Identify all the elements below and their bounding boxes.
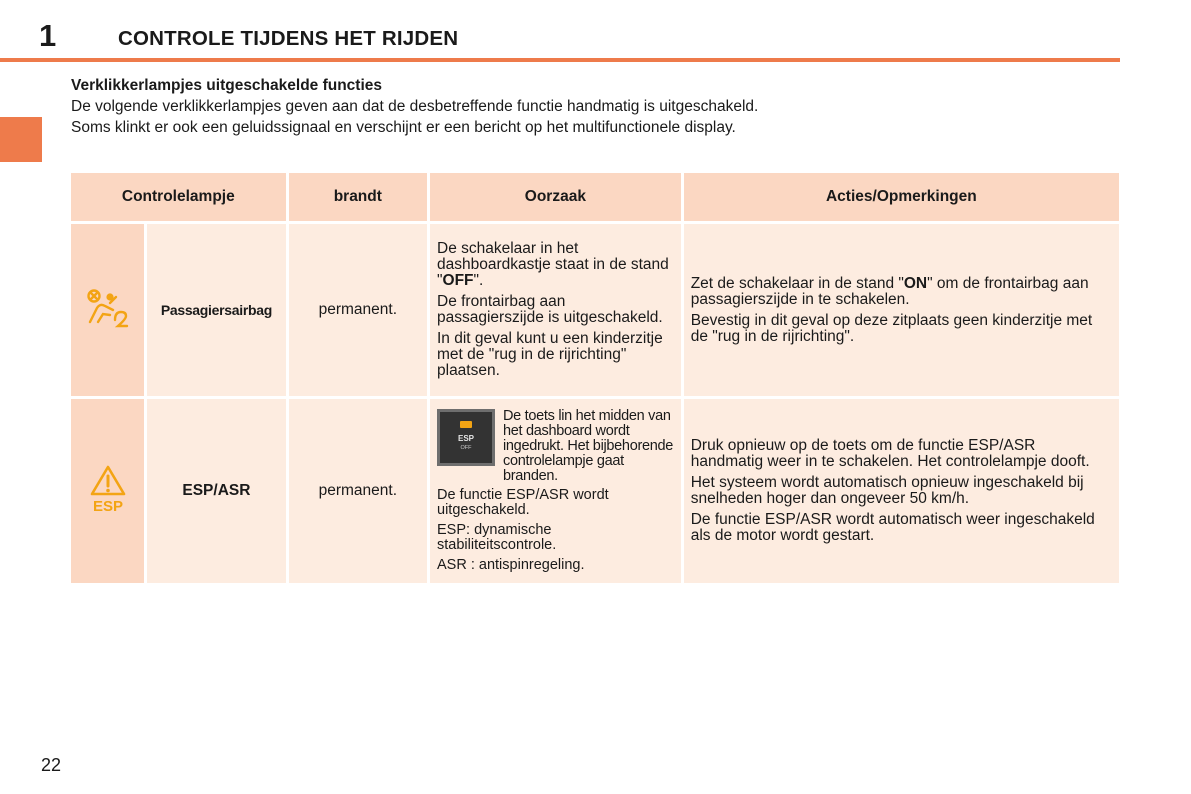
action-paragraph: Het systeem wordt automatisch opnieuw ingeschakeld bij snelheden hoger dan ongeveer 50 km/h. bbox=[690, 474, 1084, 507]
cause-text: De schakelaar in het dashboardkastje staat in de stand " bbox=[437, 240, 669, 289]
cause-paragraph: De toets lin het midden van het dashboard wordt ingedrukt. Het bijbehorende controlelampje gaat branden. bbox=[503, 408, 674, 484]
cause-paragraph bbox=[437, 241, 674, 289]
cause-paragraph: ASR : antispinregeling. bbox=[437, 557, 585, 573]
cause-paragraph: ESP: dynamische stabiliteitscontrole. bbox=[437, 522, 557, 553]
lamp-icon-cell bbox=[71, 224, 144, 396]
esp-button-row bbox=[437, 409, 674, 484]
lamp-state: permanent. bbox=[289, 224, 427, 396]
column-header-cause: Oorzaak bbox=[430, 173, 681, 221]
cause-paragraph: De functie ESP/ASR wordt uitgeschakeld. bbox=[437, 487, 609, 518]
chapter-number: 1 bbox=[39, 18, 57, 53]
intro-text-line-1: De volgende verklikkerlampjes geven aan dat de desbetreffende functie handmatig is uitgeschakeld. bbox=[71, 98, 759, 115]
column-header-lamp: Controlelampje bbox=[71, 173, 286, 221]
table-row bbox=[71, 399, 1119, 583]
chapter-side-tab bbox=[0, 117, 42, 162]
esp-warning-icon bbox=[88, 464, 128, 514]
lamp-name: Passagiersairbag bbox=[147, 224, 285, 396]
switch-on-label: ON bbox=[903, 274, 928, 292]
warning-lamp-table bbox=[68, 170, 1122, 586]
esp-button-off-label: OFF bbox=[460, 445, 472, 451]
action-paragraph: Bevestig in dit geval op deze zitplaats geen kinderzitje met de "rug in de rijrichting". bbox=[690, 311, 1093, 345]
esp-button-label: ESP bbox=[457, 434, 475, 443]
intro-text-line-2: Soms klinkt er ook een geluidssignaal en verschijnt er een bericht op het multifunctionele display. bbox=[71, 119, 736, 136]
esp-icon-label: ESP bbox=[92, 498, 123, 514]
lamp-icon-cell bbox=[71, 399, 144, 583]
section-heading: Verklikkerlampjes uitgeschakelde functies bbox=[71, 77, 383, 94]
actions-cell bbox=[684, 224, 1119, 396]
table-header-row bbox=[71, 173, 1119, 221]
page-number: 22 bbox=[41, 755, 62, 775]
cause-cell bbox=[430, 224, 681, 396]
table-row bbox=[71, 224, 1119, 396]
cause-paragraph: In dit geval kunt u een kinderzitje met de "rug in de rijrichting" plaatsen. bbox=[437, 330, 663, 379]
header-divider bbox=[0, 58, 1120, 62]
esp-off-button-icon bbox=[437, 409, 495, 466]
actions-cell bbox=[684, 399, 1119, 583]
column-header-actions: Acties/Opmerkingen bbox=[684, 173, 1119, 221]
cause-cell bbox=[430, 399, 681, 583]
action-paragraph: De functie ESP/ASR wordt automatisch weer ingeschakeld als de motor wordt gestart. bbox=[690, 511, 1095, 544]
passenger-airbag-off-icon bbox=[86, 288, 130, 328]
action-text: " om de frontairbag aan passagierszijde in te schakelen. bbox=[690, 274, 1089, 308]
switch-off-label: OFF bbox=[442, 272, 474, 289]
column-header-state: brandt bbox=[289, 173, 427, 221]
lamp-name: ESP/ASR bbox=[147, 399, 285, 583]
cause-text: ". bbox=[473, 272, 484, 289]
action-text: Zet de schakelaar in de stand " bbox=[690, 274, 904, 292]
cause-paragraph: De frontairbag aan passagierszijde is uitgeschakeld. bbox=[437, 293, 663, 326]
action-paragraph bbox=[691, 276, 1112, 308]
page-title: CONTROLE TIJDENS HET RIJDEN bbox=[118, 27, 459, 50]
action-paragraph: Druk opnieuw op de toets om de functie ESP/ASR handmatig weer in te schakelen. Het controlelampje dooft. bbox=[690, 437, 1090, 470]
lamp-state: permanent. bbox=[289, 399, 427, 583]
